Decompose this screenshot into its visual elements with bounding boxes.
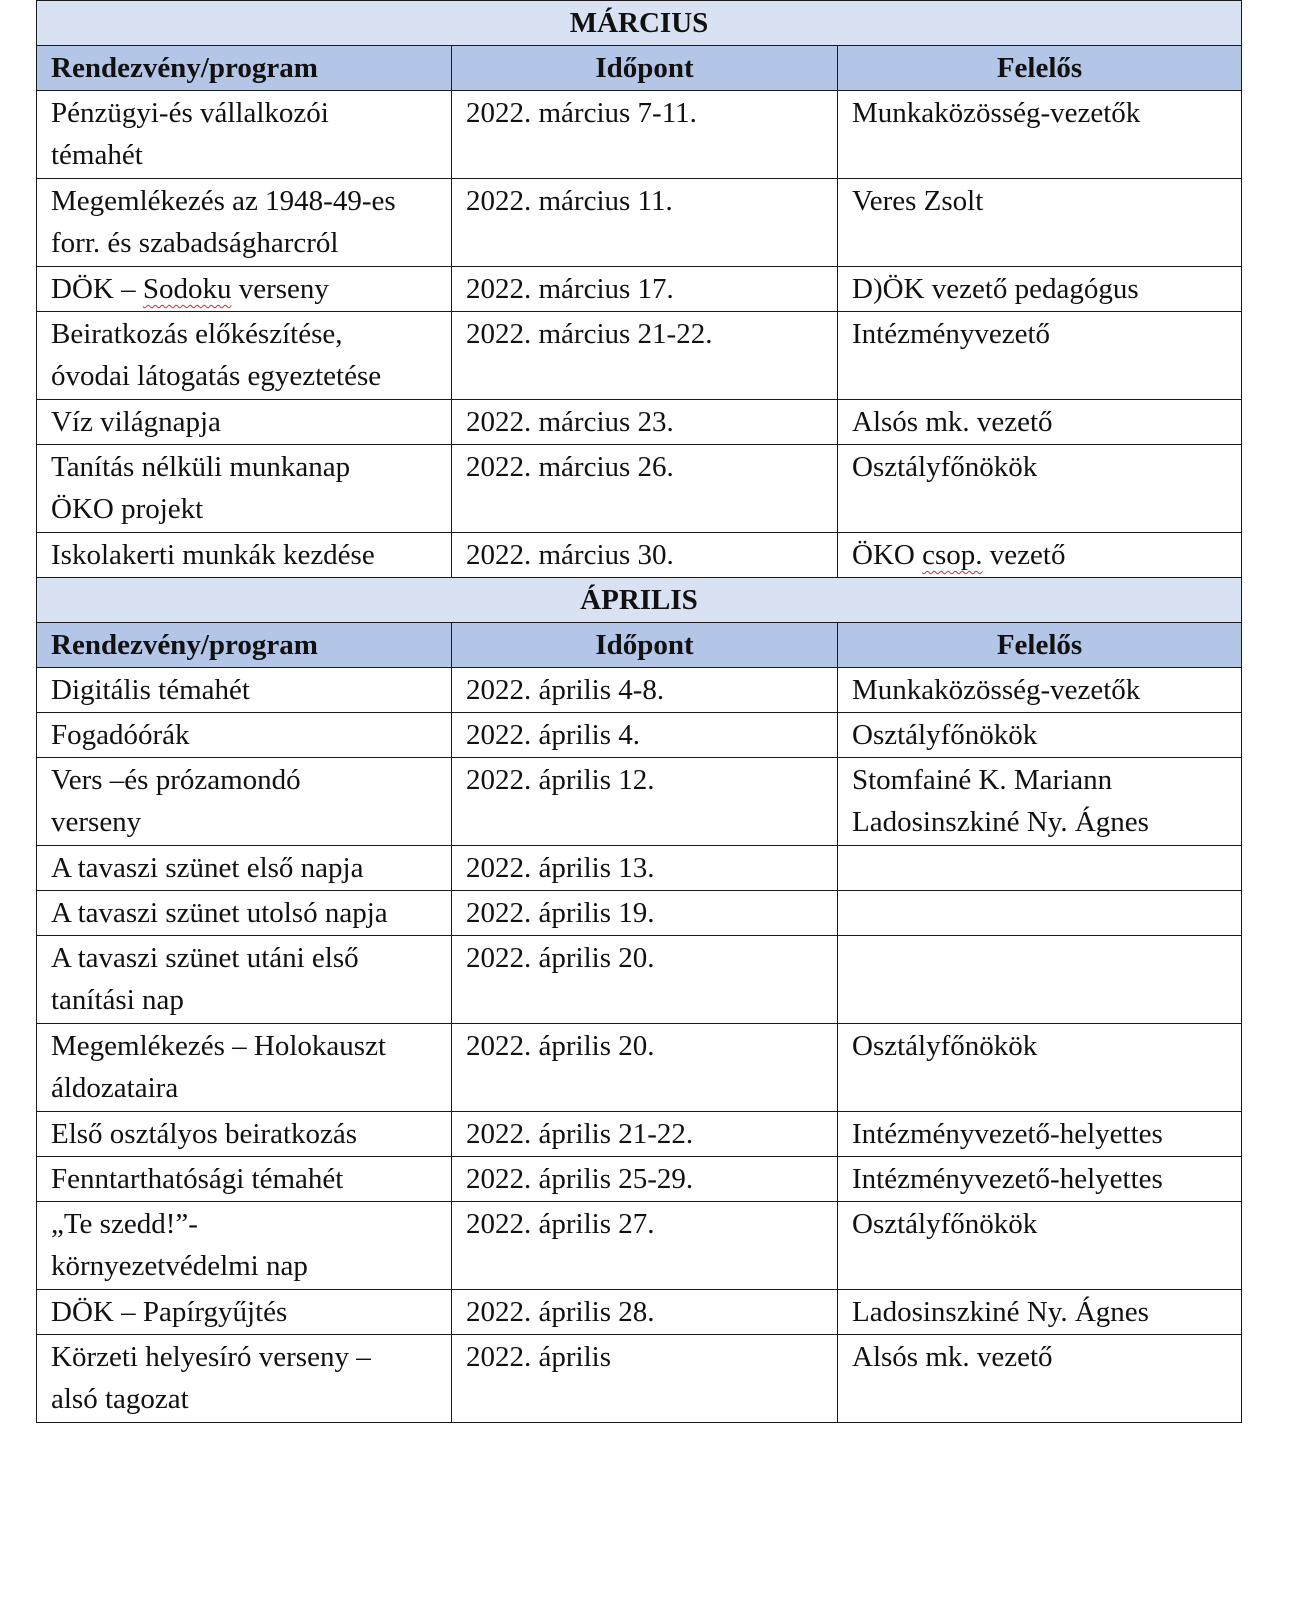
event-cell: Digitális témahét — [37, 668, 452, 713]
date-cell: 2022. március 7-11. — [452, 91, 838, 179]
responsible-cell: Stomfainé K. Mariann Ladosinszkiné Ny. Ágnes — [838, 758, 1242, 846]
date-cell: 2022. március 17. — [452, 267, 838, 312]
date-cell: 2022. április 4. — [452, 713, 838, 758]
month-heading-march: MÁRCIUS — [37, 1, 1242, 46]
event-cell: Vers –és prózamondó verseny — [37, 758, 452, 846]
date-cell: 2022. március 30. — [452, 533, 838, 578]
event-cell: DÖK – Papírgyűjtés — [37, 1290, 452, 1335]
date-cell: 2022. április 20. — [452, 936, 838, 1024]
table-row — [37, 846, 1242, 891]
responsible-cell: Munkaközösség-vezetők — [838, 91, 1242, 179]
responsible-cell: Osztályfőnökök — [838, 445, 1242, 533]
date-cell: 2022. április 21-22. — [452, 1112, 838, 1157]
table-row — [37, 445, 1242, 533]
table-row — [37, 1335, 1242, 1423]
table-row — [37, 713, 1242, 758]
date-cell: 2022. április 20. — [452, 1024, 838, 1112]
responsible-cell: Intézményvezető-helyettes — [838, 1112, 1242, 1157]
table-row — [37, 267, 1242, 312]
table-row — [37, 1024, 1242, 1112]
event-cell: Iskolakerti munkák kezdése — [37, 533, 452, 578]
date-cell: 2022. március 26. — [452, 445, 838, 533]
table-row — [37, 891, 1242, 936]
responsible-cell — [838, 936, 1242, 1024]
month-heading-row-march — [37, 1, 1242, 46]
responsible-cell: Osztályfőnökök — [838, 1202, 1242, 1290]
event-text: DÖK – — [51, 273, 143, 305]
event-cell: Tanítás nélküli munkanap ÖKO projekt — [37, 445, 452, 533]
column-header-event: Rendezvény/program — [37, 623, 452, 668]
event-cell: Víz világnapja — [37, 400, 452, 445]
table-row — [37, 91, 1242, 179]
table-row — [37, 1157, 1242, 1202]
event-cell: Fogadóórák — [37, 713, 452, 758]
responsible-cell — [838, 891, 1242, 936]
date-cell: 2022. április 12. — [452, 758, 838, 846]
table-row — [37, 1290, 1242, 1335]
date-cell: 2022. március 21-22. — [452, 312, 838, 400]
event-cell: A tavaszi szünet első napja — [37, 846, 452, 891]
event-cell: Megemlékezés az 1948-49-es forr. és szabadságharcról — [37, 179, 452, 267]
responsible-cell: Osztályfőnökök — [838, 713, 1242, 758]
month-heading-april: ÁPRILIS — [37, 578, 1242, 623]
event-text: verseny — [231, 273, 329, 305]
month-heading-row-april — [37, 578, 1242, 623]
date-cell: 2022. április 13. — [452, 846, 838, 891]
column-header-event: Rendezvény/program — [37, 46, 452, 91]
event-cell: Pénzügyi-és vállalkozói témahét — [37, 91, 452, 179]
table-row — [37, 533, 1242, 578]
date-cell: 2022. április 28. — [452, 1290, 838, 1335]
responsible-cell: Ladosinszkiné Ny. Ágnes — [838, 1290, 1242, 1335]
table-row — [37, 400, 1242, 445]
responsible-cell: Intézményvezető-helyettes — [838, 1157, 1242, 1202]
event-cell: A tavaszi szünet utolsó napja — [37, 891, 452, 936]
table-row — [37, 758, 1242, 846]
responsible-cell: Osztályfőnökök — [838, 1024, 1242, 1112]
responsible-text: vezető — [982, 539, 1066, 571]
column-header-date: Időpont — [452, 46, 838, 91]
date-cell: 2022. április 4-8. — [452, 668, 838, 713]
date-cell: 2022. április — [452, 1335, 838, 1423]
responsible-cell: Alsós mk. vezető — [838, 400, 1242, 445]
date-cell: 2022. április 27. — [452, 1202, 838, 1290]
event-cell — [37, 267, 452, 312]
responsible-cell — [838, 846, 1242, 891]
column-header-date: Időpont — [452, 623, 838, 668]
event-cell: Megemlékezés – Holokauszt áldozataira — [37, 1024, 452, 1112]
table-row — [37, 1112, 1242, 1157]
column-header-row-april — [37, 623, 1242, 668]
event-cell: Első osztályos beiratkozás — [37, 1112, 452, 1157]
table-row — [37, 668, 1242, 713]
responsible-cell: Alsós mk. vezető — [838, 1335, 1242, 1423]
responsible-cell: Munkaközösség-vezetők — [838, 668, 1242, 713]
date-cell: 2022. április 25-29. — [452, 1157, 838, 1202]
event-cell: Beiratkozás előkészítése, óvodai látogatás egyeztetése — [37, 312, 452, 400]
table-row — [37, 1202, 1242, 1290]
schedule-table — [36, 0, 1242, 1423]
column-header-responsible: Felelős — [838, 623, 1242, 668]
event-cell: „Te szedd!”- környezetvédelmi nap — [37, 1202, 452, 1290]
date-cell: 2022. április 19. — [452, 891, 838, 936]
column-header-row-march — [37, 46, 1242, 91]
responsible-cell: D)ÖK vezető pedagógus — [838, 267, 1242, 312]
column-header-responsible: Felelős — [838, 46, 1242, 91]
responsible-cell: Intézményvezető — [838, 312, 1242, 400]
table-row — [37, 179, 1242, 267]
table-row — [37, 312, 1242, 400]
responsible-cell — [838, 533, 1242, 578]
event-cell: Fenntarthatósági témahét — [37, 1157, 452, 1202]
date-cell: 2022. március 11. — [452, 179, 838, 267]
responsible-text: ÖKO — [852, 539, 923, 571]
table-row — [37, 936, 1242, 1024]
event-cell: Körzeti helyesíró verseny – alsó tagozat — [37, 1335, 452, 1423]
date-cell: 2022. március 23. — [452, 400, 838, 445]
misspelled-word: csop. — [922, 539, 983, 571]
event-cell: A tavaszi szünet utáni első tanítási nap — [37, 936, 452, 1024]
misspelled-word: Sodoku — [142, 273, 232, 305]
responsible-cell: Veres Zsolt — [838, 179, 1242, 267]
